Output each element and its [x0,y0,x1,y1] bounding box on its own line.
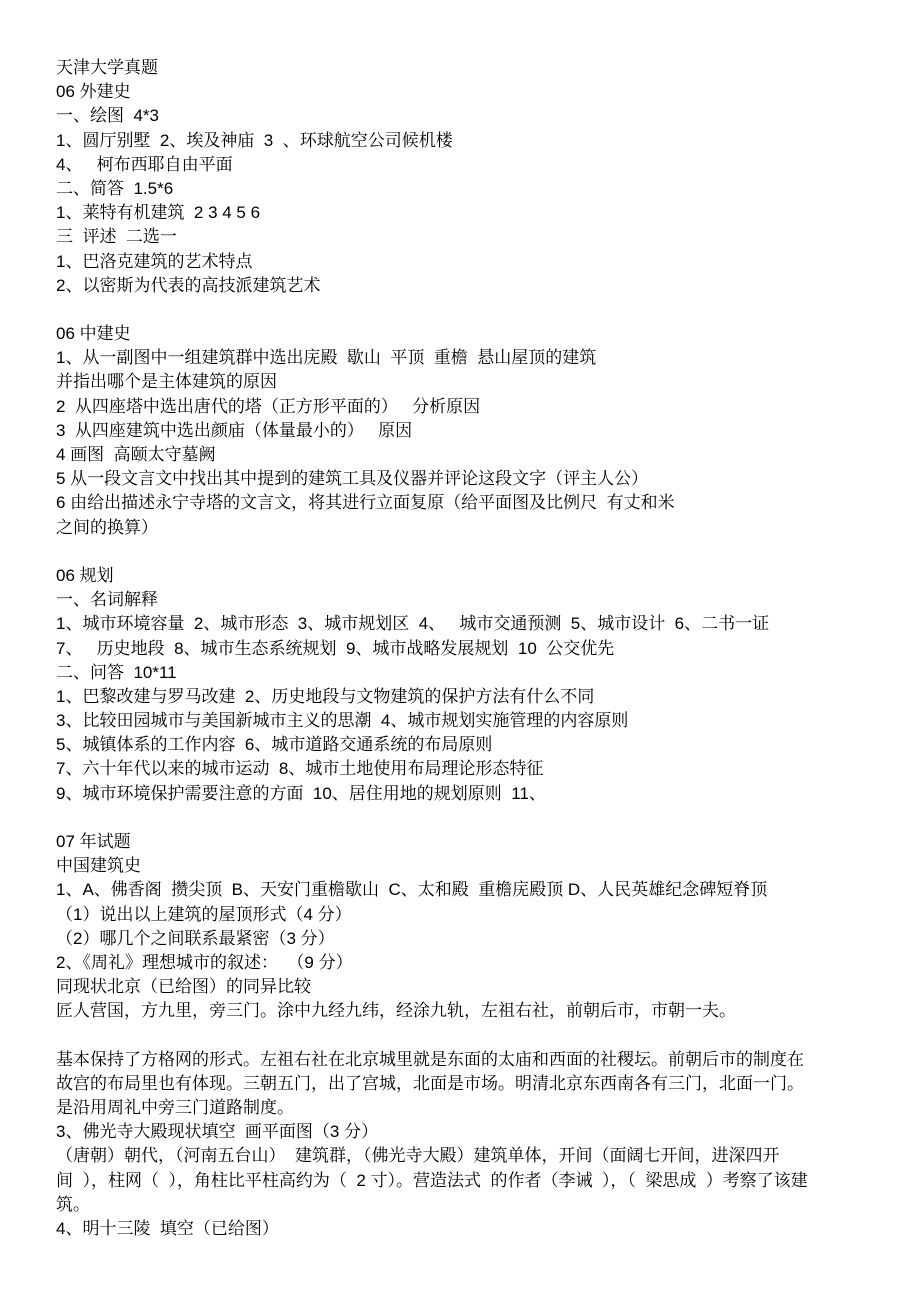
text-line: 9、城市环境保护需要注意的方面 10、居住用地的规划原则 11、 [56,783,546,803]
text-line: 1、A、佛香阁 攒尖顶 B、天安门重檐歇山 C、太和殿 重檐庑殿顶 D、人民英雄纪念碑短脊顶 [56,880,768,900]
section-urban-planning [56,564,896,806]
section-2007-exam [56,830,896,1024]
text-line: 一、绘图 4*3 [56,106,159,126]
text-line: 筑。 [56,1194,90,1214]
text-line: 1、城市环境容量 2、城市形态 3、城市规划区 4、 城市交通预测 5、城市设计 6、二书一证 [56,614,770,634]
text-line: 故宫的布局里也有体现。三朝五门，出了宫城，北面是市场。明清北京东西南各有三门，北面一门。 [56,1073,804,1093]
text-line: 4 画图 高颐太守墓阙 [56,445,216,464]
text-line: 二、简答 1.5*6 [56,178,174,198]
text-line: 7、六十年代以来的城市运动 8、城市土地使用布局理论形态特征 [56,759,544,779]
text-line: 1、莱特有机建筑 2 3 4 5 6 [56,203,261,223]
text-line: 3、佛光寺大殿现状填空 画平面图（3 分） [56,1122,379,1142]
text-line: 1、巴黎改建与罗马改建 2、历史地段与文物建筑的保护方法有什么不同 [56,686,595,706]
text-line: 5、城镇体系的工作内容 6、城市道路交通系统的布局原则 [56,735,493,755]
blank-line [56,540,896,564]
text-line: 并指出哪个是主体建筑的原因 [56,372,277,392]
text-line: 间 ），柱网（ ），角柱比平柱高约为（ 2 寸）。营造法式 的作者（李诫 ），（ 梁思成 ）考察了该建 [56,1170,808,1190]
text-line: 是沿用周礼中旁三门道路制度。 [56,1098,294,1118]
section-heading: 06 外建史 [56,82,131,102]
section-heading: 06 中建史 [56,324,131,344]
text-line: （2）哪几个之间联系最紧密（3 分） [56,928,335,948]
section-chinese-architecture-history [56,322,896,540]
text-line: 三 评述 二选一 [56,227,177,247]
text-line: 匠人营国，方九里，旁三门。涂中九经九纬，经涂九轨，左祖右社，前朝后市，市朝一夫。 [56,1001,736,1021]
text-line: 1、巴洛克建筑的艺术特点 [56,251,253,271]
text-line: （唐朝）朝代，（河南五台山） 建筑群，（佛光寺大殿）建筑单体，开间（面阔七开间，进深四开 [56,1146,780,1166]
document-title: 天津大学真题 [56,58,158,77]
text-line: 1、圆厅别墅 2、埃及神庙 3 、环球航空公司候机楼 [56,130,453,150]
blank-line [56,806,896,830]
text-line: 之间的换算） [56,517,158,537]
text-line: 4、明十三陵 填空（已给图） [56,1219,279,1238]
section-heading: 06 规划 [56,565,114,585]
text-line: 2、以密斯为代表的高技派建筑艺术 [56,275,321,295]
text-line: 6 由给出描述永宁寺塔的文言文，将其进行立面复原（给平面图及比例尺 有丈和米 [56,493,675,513]
blank-line [56,1024,896,1048]
text-line: 5 从一段文言文中找出其中提到的建筑工具及仪器并评论这段文字（评主人公） [56,469,649,489]
text-line: 7、 历史地段 8、城市生态系统规划 9、城市战略发展规划 10 公交优先 [56,638,615,658]
blank-line [56,298,896,322]
section-heading: 07 年试题 [56,832,131,851]
text-line: 3、比较田园城市与美国新城市主义的思潮 4、城市规划实施管理的内容原则 [56,711,629,731]
text-line: 中国建筑史 [56,856,141,876]
text-line: 二、问答 10*11 [56,662,177,682]
text-line: 3 从四座建筑中选出颜庙（体量最小的） 原因 [56,420,413,440]
section-foreign-architecture-history [56,80,896,298]
text-line: （1）说出以上建筑的屋顶形式（4 分） [56,904,352,924]
text-line: 1、从一副图中一组建筑群中选出庑殿 歇山 平顶 重檐 悬山屋顶的建筑 [56,348,597,368]
text-line: 2、《周礼》理想城市的叙述： （9 分） [56,952,353,972]
text-line: 同现状北京（已给图）的同异比较 [56,977,311,997]
text-line: 一、名词解释 [56,590,158,610]
section-2007-exam-continued [56,1048,896,1242]
document-body [56,56,896,1241]
text-line: 基本保持了方格网的形式。左祖右社在北京城里就是东面的太庙和西面的社稷坛。前朝后市的制度在 [56,1049,804,1069]
text-line: 2 从四座塔中选出唐代的塔（正方形平面的） 分析原因 [56,396,481,416]
text-line: 4、 柯布西耶自由平面 [56,154,233,174]
